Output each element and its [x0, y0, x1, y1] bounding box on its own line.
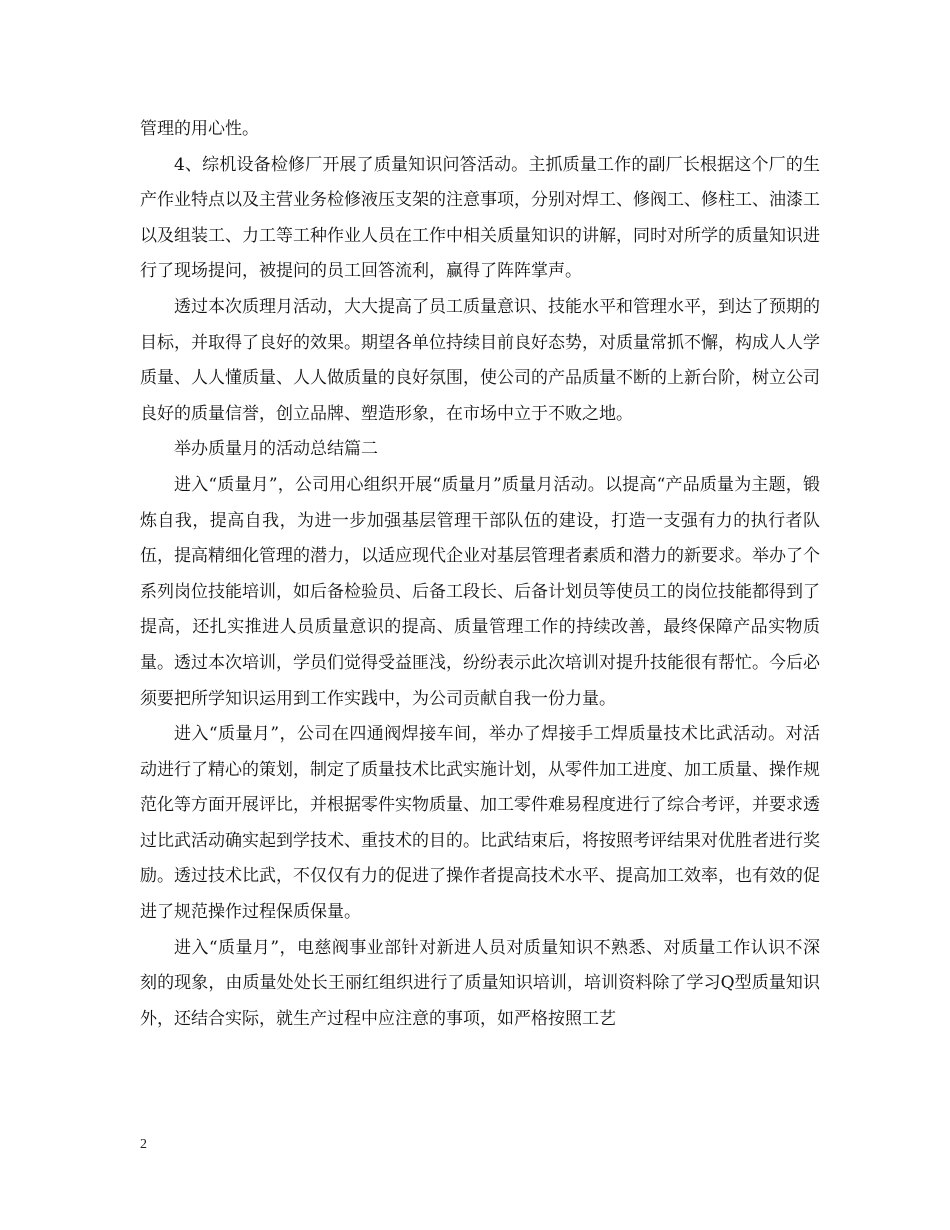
body-text: [140, 112, 820, 1037]
paragraph: 进入“质量月”，公司在四通阀焊接车间，举办了焊接手工焊质量技术比武活动。对活动进行了精心的策划，制定了质量技术比武实施计划，从零件加工进度、加工质量、操作规范化等方面开展评比，并根据零件实物质量、加工零件难易程度进行了综合考评，并要求透过比武活动确实起到学技术、重技术的目的。比武结束后，将按照考评结果对优胜者进行奖励。透过技术比武，不仅仅有力的促进了操作者提高技术水平、提高加工效率，也有效的促进了规范操作过程保质保量。: [140, 724, 820, 923]
paragraph: 进入“质量月”，电慈阀事业部针对新进人员对质量知识不熟悉、对质量工作认识不深刻的现象，由质量处处长王丽红组织进行了质量知识培训，培训资料除了学习Q型质量知识外，还结合实际，就生产过程中应注意的事项，如严格按照工艺: [140, 937, 820, 1029]
page-number: 2: [140, 1137, 147, 1152]
paragraph: 进入“质量月”，公司用心组织开展“质量月”质量月活动。以提高“产品质量为主题，锻炼自我，提高自我，为进一步加强基层管理干部队伍的建设，打造一支强有力的执行者队伍，提高精细化管理的潜力，以适应现代企业对基层管理者素质和潜力的新要求。举办了个系列岗位技能培训，如后备检验员、后备工段长、后备计划员等使员工的岗位技能都得到了提高，还扎实推进人员质量意识的提高、质量管理工作的持续改善，最终保障产品实物质量。透过本次培训，学员们觉得受益匪浅，纷纷表示此次培训对提升技能很有帮忙。今后必须要把所学知识运用到工作实践中，为公司贡献自我一份力量。: [140, 474, 820, 709]
section-heading: 举办质量月的活动总结篇二: [174, 439, 378, 460]
paragraph: 4、综机设备检修厂开展了质量知识问答活动。主抓质量工作的副厂长根据这个厂的生产作业特点以及主营业务检修液压支架的注意事项，分别对焊工、修阀工、修柱工、油漆工以及组装工、力工等工种作业人员在工作中相关质量知识的讲解，同时对所学的质量知识进行了现场提问，被提问的员工回答流利，赢得了阵阵掌声。: [140, 154, 820, 282]
paragraph: 管理的用心性。: [140, 119, 259, 139]
paragraph: 透过本次质理月活动，大大提高了员工质量意识、技能水平和管理水平，到达了预期的目标，并取得了良好的效果。期望各单位持续目前良好态势，对质量常抓不懈，构成人人学质量、人人懂质量、人人做质量的良好氛围，使公司的产品质量不断的上新台阶，树立公司良好的质量信誉，创立品牌、塑造形象，在市场中立于不败之地。: [140, 296, 820, 424]
